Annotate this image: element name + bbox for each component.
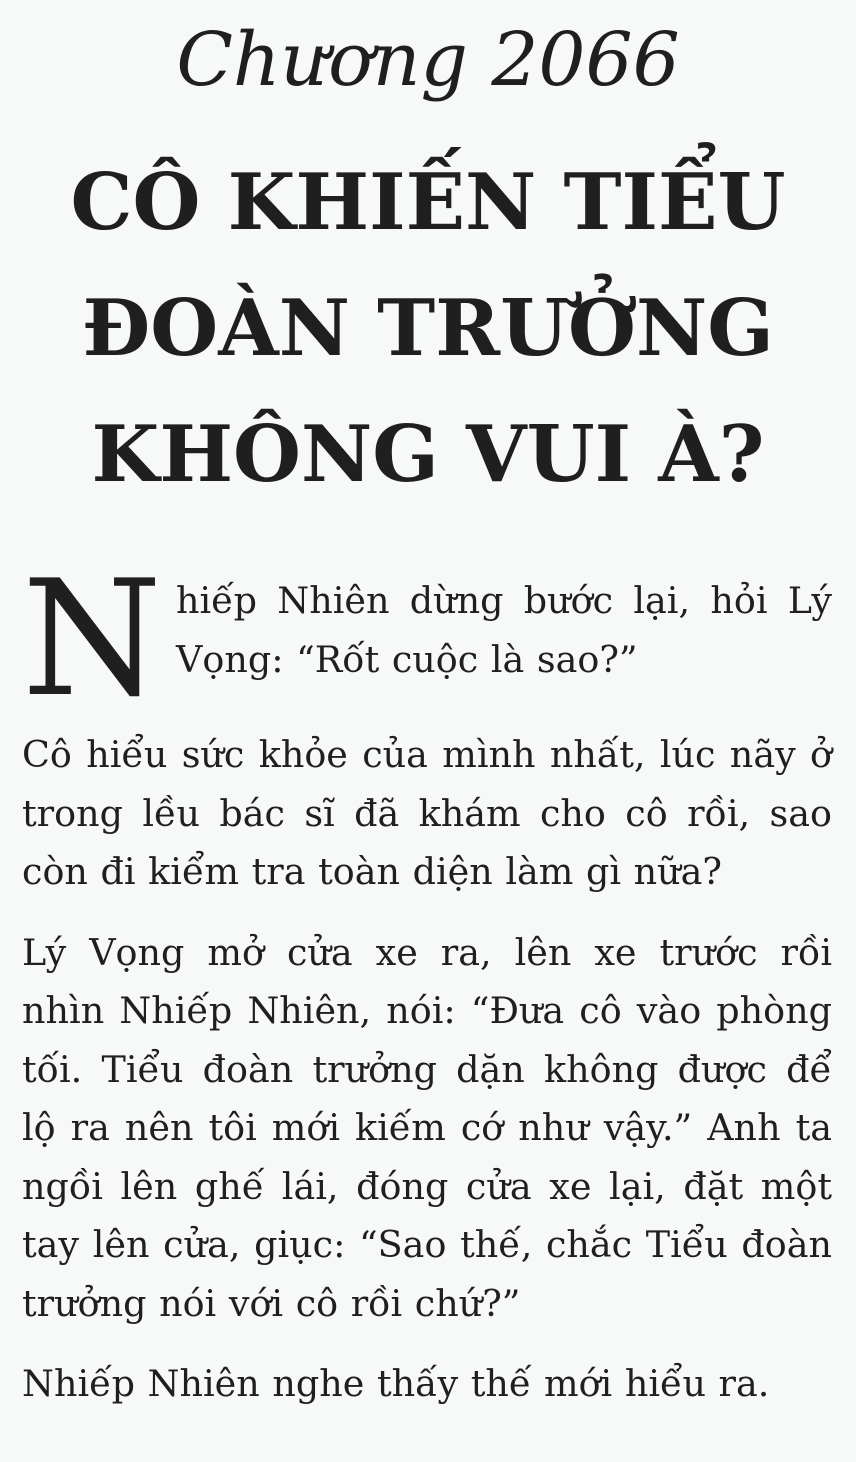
paragraph-4: Nhiếp Nhiên nghe thấy thế mới hiểu ra. xyxy=(22,1362,770,1405)
chapter-title xyxy=(40,140,816,518)
drop-cap-letter: N xyxy=(22,545,162,732)
paragraph-2: Cô hiểu sức khỏe của mình nhất, lúc nãy ở trong lều bác sĩ đã khám cho cô rồi, sao còn đi kiểm tra toàn diện làm gì nữa? xyxy=(22,733,832,893)
chapter-title-line-1: CÔ KHIẾN TIỂU xyxy=(70,157,786,248)
paragraph-1-text: hiếp Nhiên dừng bước lại, hỏi Lý Vọng: “Rốt cuộc là sao?” xyxy=(176,579,832,681)
chapter-number: Chương 2066 xyxy=(176,17,680,103)
paragraph-3: Lý Vọng mở cửa xe ra, lên xe trước rồi nhìn Nhiếp Nhiên, nói: “Đưa cô vào phòng tối. Tiểu đoàn trưởng dặn không được để lộ ra nên tôi mới kiếm cớ như vậy.” Anh ta ngồi lên ghế lái, đóng cửa xe lại, đặt một tay lên cửa, giục: “Sao thế, chắc Tiểu đoàn trưởng nói với cô rồi chứ?” xyxy=(22,930,832,1325)
chapter-title-line-3: KHÔNG VUI À? xyxy=(91,409,765,500)
paragraph-1 xyxy=(22,545,832,732)
chapter-title-line-2: ĐOÀN TRƯỞNG xyxy=(82,283,774,374)
chapter-body xyxy=(22,545,832,1436)
